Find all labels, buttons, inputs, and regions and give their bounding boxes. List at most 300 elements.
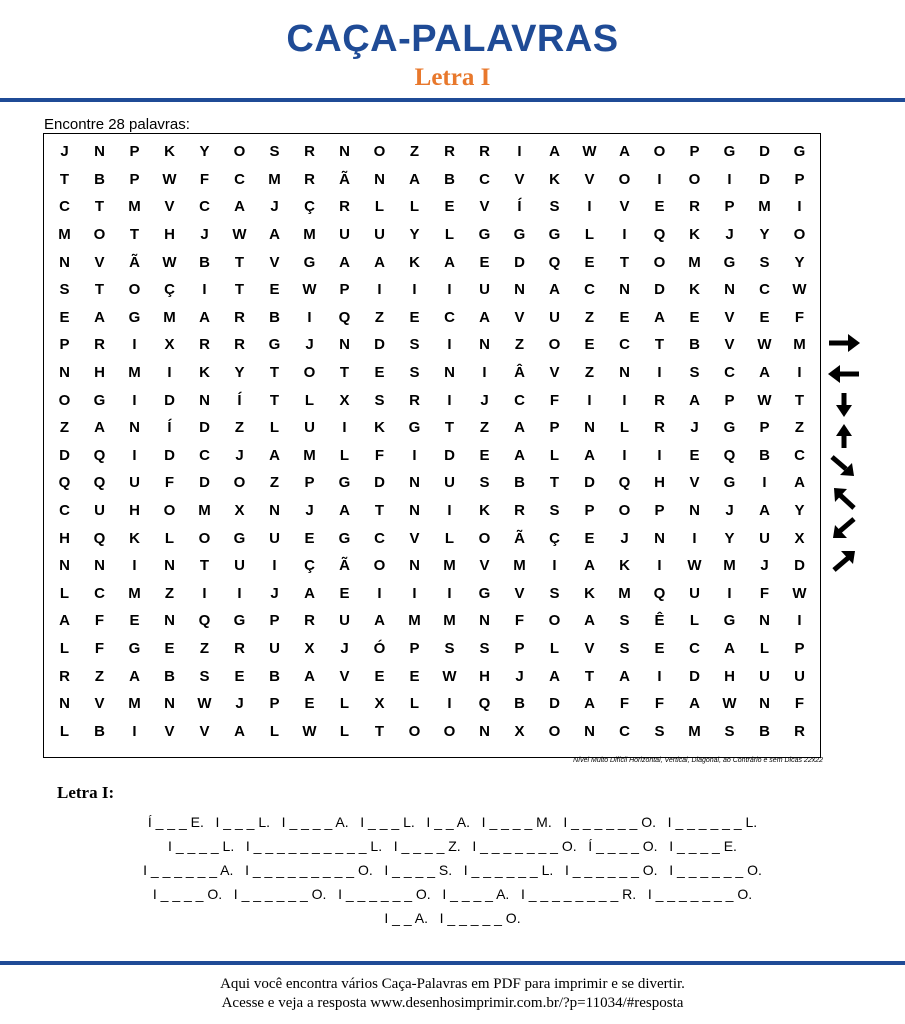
grid-cell: A	[724, 639, 735, 657]
grid-cell: M	[163, 308, 176, 326]
grid-cell: J	[480, 391, 489, 409]
grid-cell: H	[94, 364, 105, 382]
grid-cell: O	[163, 502, 176, 520]
grid-cell: Ç	[304, 557, 315, 575]
grid-cell: K	[409, 253, 420, 271]
grid-cell: Q	[93, 446, 106, 464]
grid-cell: M	[443, 557, 456, 575]
grid-cell: J	[305, 336, 314, 354]
grid-cell: R	[654, 419, 665, 437]
grid-cell: N	[339, 143, 350, 161]
grid-cell: Z	[269, 474, 280, 492]
direction-arrows	[826, 330, 862, 578]
grid-cell: Q	[478, 695, 491, 713]
grid-cell: I	[692, 529, 697, 547]
grid-cell: X	[164, 336, 175, 354]
grid-cell: A	[654, 308, 665, 326]
grid-cell: U	[269, 639, 280, 657]
grid-cell: J	[690, 419, 699, 437]
grid-cell: E	[59, 308, 70, 326]
grid-cell: U	[759, 667, 770, 685]
grid-cell: B	[164, 667, 175, 685]
grid-cell: V	[409, 529, 420, 547]
grid-cell: T	[374, 502, 385, 520]
grid-cell: C	[444, 308, 455, 326]
grid-cell: L	[444, 226, 455, 244]
grid-cell: T	[584, 667, 595, 685]
grid-cell: P	[269, 612, 280, 630]
grid-cell: C	[59, 502, 70, 520]
grid-cell: E	[619, 308, 630, 326]
grid-cell: K	[199, 364, 210, 382]
grid-cell: I	[622, 391, 627, 409]
grid-cell: Z	[164, 584, 175, 602]
grid-cell: L	[619, 419, 630, 437]
grid-cell: B	[759, 446, 770, 464]
grid-cell: I	[412, 281, 417, 299]
grid-cell: G	[303, 253, 316, 271]
grid-cell: O	[548, 336, 561, 354]
grid-cell: E	[689, 446, 700, 464]
grid-cell: W	[582, 143, 597, 161]
grid-cell: U	[129, 474, 140, 492]
page-title: CAÇA-PALAVRAS	[286, 18, 619, 60]
grid-cell: N	[59, 557, 70, 575]
grid-cell: W	[302, 722, 317, 740]
grid-cell: H	[129, 502, 140, 520]
grid-cell: O	[653, 253, 666, 271]
grid-cell: C	[584, 281, 595, 299]
grid-cell: M	[408, 612, 421, 630]
instructions: Encontre 28 palavras:	[44, 116, 190, 133]
grid-cell: L	[339, 722, 350, 740]
grid-cell: V	[514, 170, 525, 188]
grid-cell: A	[304, 667, 315, 685]
grid-cell: U	[94, 502, 105, 520]
grid-cell: U	[339, 226, 350, 244]
grid-cell: P	[759, 419, 770, 437]
hint-line: I _ _ _ _ L. I _ _ _ _ _ _ _ _ _ _ L. I _ _ _ _ Z. I _ _ _ _ _ _ _ O. Í _ _ _ _ O. I _ _ _ _ E.	[168, 838, 737, 854]
grid-cell: S	[199, 667, 210, 685]
hint-line: I _ _ _ _ O. I _ _ _ _ _ _ O. I _ _ _ _ _ _ O. I _ _ _ _ A. I _ _ _ _ _ _ _ _ R. I _ _ _ _ _ _ _ O.	[152, 886, 753, 902]
grid-cell: Z	[234, 419, 245, 437]
grid-cell: O	[478, 529, 491, 547]
grid-cell: A	[339, 502, 350, 520]
grid-cell: Ç	[304, 198, 315, 216]
grid-cell: K	[129, 529, 140, 547]
grid-cell: M	[303, 226, 316, 244]
grid-cell: X	[514, 722, 525, 740]
grid-cell: L	[584, 226, 595, 244]
grid-cell: A	[374, 253, 385, 271]
grid-cell: B	[689, 336, 700, 354]
grid-cell: A	[584, 557, 595, 575]
grid-cell: E	[689, 308, 700, 326]
grid-cell: N	[94, 143, 105, 161]
grid-cell: Z	[374, 308, 385, 326]
grid-cell: L	[409, 198, 420, 216]
grid-cell: V	[164, 198, 175, 216]
grid-cell: T	[339, 364, 350, 382]
grid-cell: V	[199, 722, 210, 740]
grid-cell: J	[270, 198, 279, 216]
grid-cell: I	[167, 364, 172, 382]
grid-cell: Í	[517, 198, 522, 216]
grid-cell: N	[409, 474, 420, 492]
grid-cell: Q	[93, 474, 106, 492]
grid-cell: M	[268, 170, 281, 188]
grid-cell: S	[549, 584, 560, 602]
grid-cell: A	[94, 308, 105, 326]
grid-cell: V	[514, 584, 525, 602]
grid-cell: A	[619, 143, 630, 161]
grid-cell: F	[794, 695, 805, 713]
grid-cell: O	[93, 226, 106, 244]
grid-cell: Q	[653, 584, 666, 602]
grid-cell: R	[304, 612, 315, 630]
hint-line: I _ _ A. I _ _ _ _ _ O.	[384, 910, 521, 926]
grid-cell: C	[199, 198, 210, 216]
grid-cell: P	[514, 639, 525, 657]
grid-cell: J	[760, 557, 769, 575]
grid-cell: M	[793, 336, 806, 354]
grid-cell: R	[234, 308, 245, 326]
grid-cell: S	[444, 639, 455, 657]
grid-cell: P	[794, 639, 805, 657]
word-search-grid	[47, 138, 817, 745]
grid-cell: F	[619, 695, 630, 713]
grid-cell: A	[59, 612, 70, 630]
grid-cell: N	[59, 364, 70, 382]
grid-cell: E	[584, 336, 595, 354]
grid-cell: G	[723, 612, 736, 630]
grid-cell: E	[374, 667, 385, 685]
grid-cell: E	[584, 529, 595, 547]
grid-cell: W	[687, 557, 702, 575]
footer-line-2: Acesse e veja a resposta www.desenhosimprimir.com.br/?p=11034/#resposta	[221, 995, 684, 1011]
grid-cell: S	[479, 639, 490, 657]
grid-cell: I	[587, 391, 592, 409]
grid-cell: B	[444, 170, 455, 188]
grid-cell: N	[409, 557, 420, 575]
grid-cell: T	[234, 281, 245, 299]
grid-cell: E	[129, 612, 140, 630]
grid-cell: M	[128, 364, 141, 382]
grid-cell: G	[548, 226, 561, 244]
grid-cell: G	[128, 308, 141, 326]
grid-cell: A	[549, 143, 560, 161]
grid-cell: A	[549, 667, 560, 685]
grid-cell: D	[549, 695, 560, 713]
grid-cell: S	[59, 281, 70, 299]
grid-cell: P	[724, 198, 735, 216]
hint-line: I _ _ _ _ _ _ A. I _ _ _ _ _ _ _ _ _ O. I _ _ _ _ S. I _ _ _ _ _ _ L. I _ _ _ _ _ _ O. I _ _ _ _ _ _ O.	[143, 862, 762, 878]
grid-cell: W	[442, 667, 457, 685]
grid-cell: A	[689, 391, 700, 409]
grid-cell: K	[164, 143, 175, 161]
grid-cell: N	[444, 364, 455, 382]
grid-cell: L	[549, 446, 560, 464]
grid-cell: W	[757, 336, 772, 354]
word-search-grid-frame	[43, 133, 821, 758]
grid-cell: P	[339, 281, 350, 299]
grid-cell: E	[654, 639, 665, 657]
grid-cell: A	[689, 695, 700, 713]
grid-cell: P	[794, 170, 805, 188]
grid-cell: E	[304, 529, 315, 547]
grid-cell: D	[689, 667, 700, 685]
grid-cell: E	[584, 253, 595, 271]
grid-cell: S	[759, 253, 770, 271]
grid-cell: G	[338, 529, 351, 547]
grid-cell: G	[723, 253, 736, 271]
grid-cell: Í	[167, 419, 172, 437]
grid-cell: V	[479, 557, 490, 575]
grid-cell: V	[584, 639, 595, 657]
grid-cell: V	[689, 474, 700, 492]
grid-cell: I	[272, 557, 277, 575]
grid-cell: S	[269, 143, 280, 161]
grid-cell: D	[199, 474, 210, 492]
grid-cell: E	[339, 584, 350, 602]
grid-cell: T	[619, 253, 630, 271]
grid-cell: Z	[199, 639, 210, 657]
grid-cell: V	[94, 695, 105, 713]
grid-cell: F	[549, 391, 560, 409]
hint-line: Í _ _ _ E. I _ _ _ L. I _ _ _ _ A. I _ _ _ L. I _ _ A. I _ _ _ _ M. I _ _ _ _ _ _ O. I _ _ _ _ _ _ L.	[147, 814, 758, 830]
grid-cell: S	[689, 364, 700, 382]
grid-cell: I	[447, 336, 452, 354]
grid-cell: I	[412, 446, 417, 464]
grid-cell: H	[479, 667, 490, 685]
grid-cell: A	[514, 419, 525, 437]
grid-cell: S	[619, 639, 630, 657]
grid-cell: U	[479, 281, 490, 299]
grid-cell: A	[584, 446, 595, 464]
grid-cell: A	[409, 170, 420, 188]
grid-cell: U	[339, 612, 350, 630]
grid-cell: E	[444, 198, 455, 216]
grid-cell: M	[128, 198, 141, 216]
grid-cell: U	[689, 584, 700, 602]
grid-cell: S	[654, 722, 665, 740]
grid-cell: T	[94, 281, 105, 299]
grid-cell: I	[762, 474, 767, 492]
grid-cell: O	[688, 170, 701, 188]
grid-cell: O	[793, 226, 806, 244]
grid-cell: I	[657, 364, 662, 382]
grid-cell: N	[164, 612, 175, 630]
grid-cell: Ã	[339, 170, 350, 188]
grid-cell: E	[759, 308, 770, 326]
arrow-down-right-icon	[826, 454, 862, 480]
grid-cell: A	[479, 308, 490, 326]
grid-cell: O	[373, 557, 386, 575]
grid-cell: M	[688, 253, 701, 271]
grid-cell: W	[792, 281, 807, 299]
grid-cell: W	[722, 695, 737, 713]
grid-cell: I	[447, 281, 452, 299]
grid-cell: R	[339, 198, 350, 216]
grid-cell: P	[129, 170, 140, 188]
grid-cell: T	[269, 364, 280, 382]
grid-cell: Y	[234, 364, 245, 382]
grid-cell: T	[234, 253, 245, 271]
grid-cell: L	[339, 446, 350, 464]
grid-cell: V	[724, 308, 735, 326]
grid-cell: U	[304, 419, 315, 437]
grid-cell: A	[444, 253, 455, 271]
grid-cell: L	[549, 639, 560, 657]
grid-cell: D	[164, 446, 175, 464]
grid-cell: G	[723, 419, 736, 437]
grid-cell: B	[269, 308, 280, 326]
grid-cell: I	[132, 336, 137, 354]
grid-cell: Z	[409, 143, 420, 161]
grid-cell: R	[59, 667, 70, 685]
grid-cell: Y	[724, 529, 735, 547]
bottom-divider	[0, 961, 905, 965]
grid-cell: N	[479, 336, 490, 354]
grid-cell: H	[724, 667, 735, 685]
grid-cell: O	[58, 391, 71, 409]
grid-cell: B	[759, 722, 770, 740]
grid-cell: R	[94, 336, 105, 354]
grid-cell: L	[304, 391, 315, 409]
grid-cell: Y	[794, 253, 805, 271]
grid-cell: M	[758, 198, 771, 216]
grid-cell: M	[303, 446, 316, 464]
grid-cell: G	[338, 474, 351, 492]
grid-cell: Í	[237, 391, 242, 409]
grid-cell: D	[59, 446, 70, 464]
grid-cell: Z	[479, 419, 490, 437]
grid-cell: E	[409, 667, 420, 685]
grid-cell: P	[654, 502, 665, 520]
grid-cell: P	[584, 502, 595, 520]
grid-cell: Y	[794, 502, 805, 520]
grid-cell: Z	[584, 364, 595, 382]
grid-cell: S	[409, 336, 420, 354]
grid-cell: N	[409, 502, 420, 520]
arrow-up-left-icon	[826, 485, 862, 511]
grid-cell: Z	[514, 336, 525, 354]
grid-cell: T	[374, 722, 385, 740]
grid-cell: L	[269, 419, 280, 437]
grid-cell: Q	[653, 226, 666, 244]
grid-cell: A	[794, 474, 805, 492]
grid-cell: Ã	[129, 253, 140, 271]
grid-cell: G	[233, 529, 246, 547]
grid-cell: R	[234, 639, 245, 657]
grid-cell: A	[304, 584, 315, 602]
grid-cell: I	[132, 722, 137, 740]
grid-cell: T	[94, 198, 105, 216]
grid-cell: B	[514, 474, 525, 492]
grid-cell: L	[59, 639, 70, 657]
grid-cell: W	[757, 391, 772, 409]
grid-cell: H	[654, 474, 665, 492]
grid-cell: Y	[759, 226, 770, 244]
grid-cell: R	[304, 170, 315, 188]
grid-cell: T	[549, 474, 560, 492]
grid-cell: R	[199, 336, 210, 354]
grid-cell: B	[94, 722, 105, 740]
grid-cell: O	[128, 281, 141, 299]
grid-cell: K	[549, 170, 560, 188]
grid-cell: M	[618, 584, 631, 602]
grid-cell: F	[514, 612, 525, 630]
grid-cell: C	[234, 170, 245, 188]
grid-cell: U	[374, 226, 385, 244]
grid-cell: Z	[584, 308, 595, 326]
grid-cell: M	[723, 557, 736, 575]
grid-cell: C	[514, 391, 525, 409]
grid-cell: F	[164, 474, 175, 492]
grid-cell: P	[724, 391, 735, 409]
grid-cell: V	[164, 722, 175, 740]
grid-cell: W	[162, 170, 177, 188]
grid-cell: F	[94, 639, 105, 657]
grid-cell: C	[689, 639, 700, 657]
grid-cell: O	[653, 143, 666, 161]
grid-cell: D	[759, 170, 770, 188]
grid-cell: M	[688, 722, 701, 740]
grid-cell: F	[794, 308, 805, 326]
grid-cell: I	[552, 557, 557, 575]
grid-cell: G	[233, 612, 246, 630]
grid-cell: N	[514, 281, 525, 299]
grid-cell: S	[549, 502, 560, 520]
arrow-up-right-icon	[826, 547, 862, 573]
grid-cell: T	[794, 391, 805, 409]
grid-cell: Q	[618, 474, 631, 492]
grid-cell: O	[618, 502, 631, 520]
grid-cell: R	[654, 391, 665, 409]
grid-cell: E	[409, 308, 420, 326]
grid-cell: I	[657, 446, 662, 464]
grid-cell: Ó	[373, 639, 386, 657]
grid-cell: L	[59, 584, 70, 602]
grid-cell: N	[479, 612, 490, 630]
grid-cell: J	[270, 584, 279, 602]
grid-cell: I	[622, 226, 627, 244]
grid-cell: T	[654, 336, 665, 354]
grid-cell: I	[797, 612, 802, 630]
grid-cell: O	[373, 143, 386, 161]
grid-cell: T	[59, 170, 70, 188]
grid-cell: N	[374, 170, 385, 188]
grid-cell: T	[269, 391, 280, 409]
hint-lines	[0, 810, 905, 930]
grid-cell: B	[514, 695, 525, 713]
grid-cell: A	[584, 695, 595, 713]
grid-cell: W	[792, 584, 807, 602]
grid-cell: Ç	[164, 281, 175, 299]
grid-cell: N	[689, 502, 700, 520]
grid-cell: L	[164, 529, 175, 547]
footer	[0, 975, 905, 1013]
grid-cell: J	[725, 502, 734, 520]
grid-cell: I	[797, 198, 802, 216]
grid-cell: C	[479, 170, 490, 188]
grid-cell: X	[374, 695, 385, 713]
grid-cell: U	[759, 529, 770, 547]
grid-cell: I	[727, 584, 732, 602]
grid-cell: R	[234, 336, 245, 354]
grid-cell: G	[128, 639, 141, 657]
grid-cell: N	[584, 722, 595, 740]
